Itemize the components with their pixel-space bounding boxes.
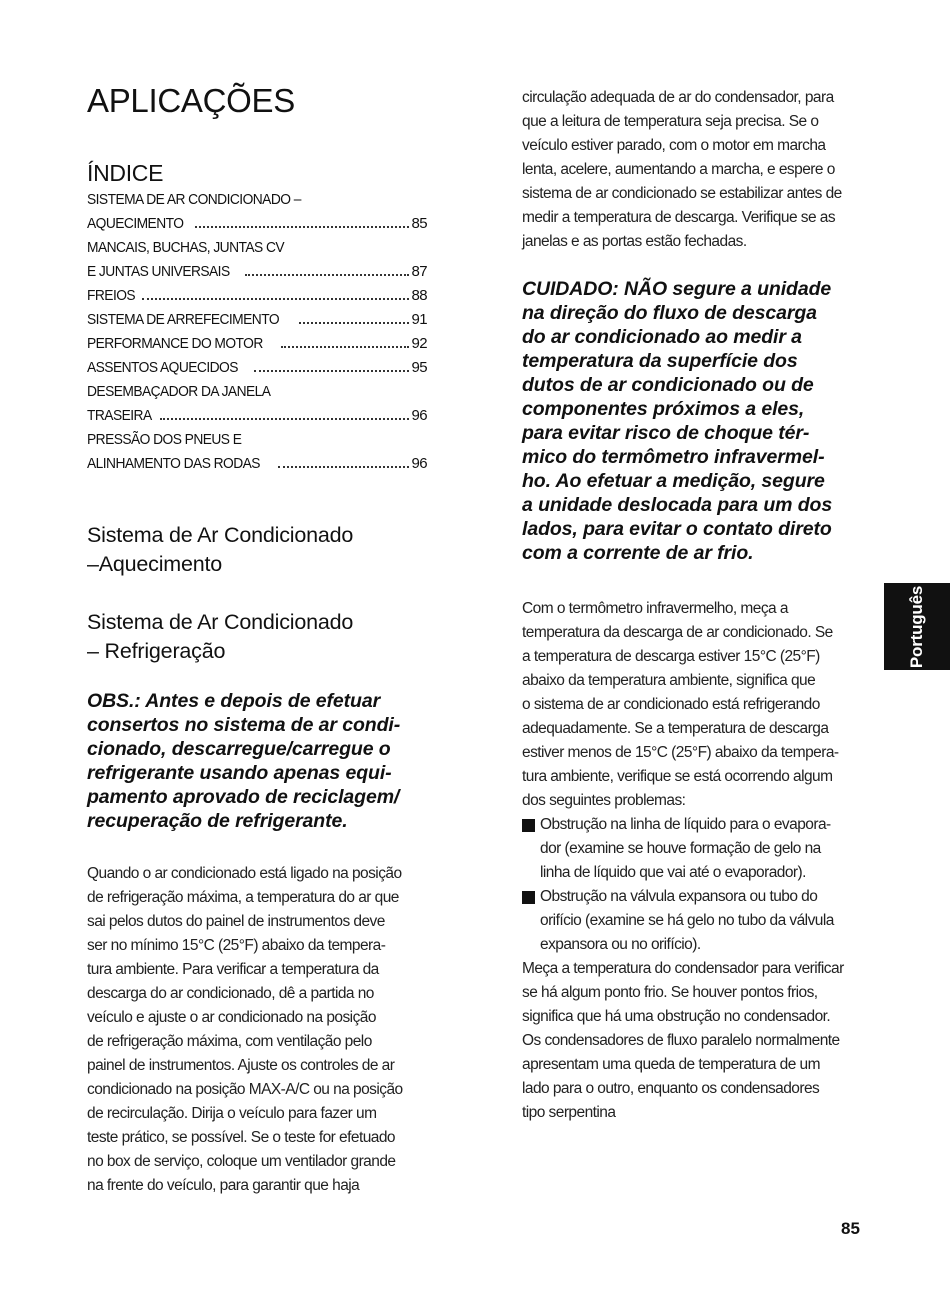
text-line: teste prático, se possível. Se o teste for efetuado [87, 1129, 395, 1146]
text-line: dos seguintes problemas: [522, 792, 686, 809]
text-line: que a leitura de temperatura seja precisa. Se o [522, 113, 819, 130]
text-line: circulação adequada de ar do condensador, para [522, 89, 834, 106]
text-line: significa que há uma obstrução no condensador. [522, 1008, 831, 1025]
text-line: medir a temperatura de descarga. Verifique se as [522, 209, 836, 226]
text-line: sistema de ar condicionado se estabilizar antes de [522, 185, 842, 202]
text-line: com a corrente de ar frio. [522, 542, 754, 564]
toc-entry-text: SISTEMA DE ARREFECIMENTO [87, 311, 280, 328]
toc-entry [87, 188, 427, 212]
toc-entry [87, 236, 427, 260]
list-item [522, 813, 867, 885]
toc-leader-dots [195, 226, 409, 228]
text-line: lado para o outro, enquanto os condensadores [522, 1080, 820, 1097]
text-line: descarga do ar condicionado, dê a partida no [87, 985, 374, 1002]
problem-list [522, 813, 867, 957]
text-line: de recirculação. Dirija o veículo para fazer um [87, 1105, 377, 1122]
toc-leader-dots [278, 466, 409, 468]
text-line: no box de serviço, coloque um ventilador grande [87, 1153, 396, 1170]
text-line: consertos no sistema de ar condi- [87, 714, 401, 736]
toc-leader-dots [254, 370, 409, 372]
toc-entry-page: 95 [411, 359, 427, 376]
toc-entry [87, 356, 427, 380]
text-line: apresentam uma queda de temperatura de um [522, 1056, 820, 1073]
text-line: o sistema de ar condicionado está refrigerando [522, 696, 820, 713]
text-line: tura ambiente. Para verificar a temperatura da [87, 961, 379, 978]
text-line: OBS.: Antes e depois de efetuar [87, 690, 381, 712]
text-line: abaixo da temperatura ambiente, significa que [522, 672, 816, 689]
text-line: temperatura da superfície dos [522, 350, 798, 372]
toc-entry [87, 332, 427, 356]
square-bullet-icon [522, 819, 535, 832]
toc-leader-dots [281, 346, 408, 348]
page-number: 85 [841, 1219, 860, 1238]
toc-entry-page: 88 [411, 287, 427, 304]
toc-entry [87, 428, 427, 452]
caution-paragraph [522, 277, 867, 565]
text-line: lados, para evitar o contato direto [522, 518, 832, 540]
toc-leader-dots [299, 322, 409, 324]
toc-entry-text: DESEMBAÇADOR DA JANELA [87, 383, 271, 400]
toc-entry [87, 284, 427, 308]
toc-leader-dots [160, 418, 408, 420]
index-title: ÍNDICE [87, 160, 164, 186]
toc-entry-page: 91 [411, 311, 427, 328]
right-column [522, 86, 867, 1125]
toc-entry-text: ALINHAMENTO DAS RODAS [87, 455, 260, 472]
text-line: veículo estiver parado, com o motor em marcha [522, 137, 826, 154]
text-line: temperatura da descarga de ar condicionado. Se [522, 624, 833, 641]
text-line: dutos de ar condicionado ou de [522, 374, 814, 396]
text-line: painel de instrumentos. Ajuste os controles de ar [87, 1057, 395, 1074]
text-line: condicionado na posição MAX-A/C ou na posição [87, 1081, 403, 1098]
toc-entry-text: MANCAIS, BUCHAS, JUNTAS CV [87, 239, 285, 256]
text-line: tura ambiente, verifique se está ocorrendo algum [522, 768, 833, 785]
text-line: a temperatura de descarga estiver 15°C (25°F) [522, 648, 820, 665]
table-of-contents [87, 188, 427, 476]
text-line: na frente do veículo, para garantir que haja [87, 1177, 360, 1194]
toc-entry-text: TRASEIRA [87, 407, 152, 424]
toc-leader-dots [245, 274, 408, 276]
body-paragraph-left [87, 862, 427, 1198]
text-line: estiver menos de 15°C (25°F) abaixo da tempera- [522, 744, 839, 761]
text-line: expansora ou no orifício). [540, 936, 701, 953]
toc-entry-page: 87 [411, 263, 427, 280]
language-tab: Português [884, 583, 950, 670]
text-line: dor (examine se houve formação de gelo na [540, 840, 821, 857]
list-item [522, 885, 867, 957]
text-line: adequadamente. Se a temperatura de descarga [522, 720, 829, 737]
text-line: de refrigeração máxima, com ventilação pelo [87, 1033, 372, 1050]
text-line: veículo e ajuste o ar condicionado na posição [87, 1009, 376, 1026]
text-line: tipo serpentina [522, 1104, 616, 1121]
left-column [87, 82, 427, 1198]
text-line: janelas e as portas estão fechadas. [522, 233, 747, 250]
toc-entry-page: 92 [411, 335, 427, 352]
text-line: Os condensadores de fluxo paralelo normalmente [522, 1032, 840, 1049]
text-line: componentes próximos a eles, [522, 398, 805, 420]
text-line: CUIDADO: NÃO segure a unidade [522, 278, 832, 300]
square-bullet-icon [522, 891, 535, 904]
toc-entry-page: 85 [411, 215, 427, 232]
text-line: Obstrução na linha de líquido para o evapora- [540, 816, 831, 833]
toc-entry-text: FREIOS [87, 287, 136, 304]
toc-entry [87, 404, 427, 428]
toc-entry-page: 96 [411, 407, 427, 424]
section-heading-heating: Sistema de Ar Condicionado –Aquecimento [87, 523, 354, 576]
toc-entry-text: ASSENTOS AQUECIDOS [87, 359, 238, 376]
toc-entry-text: AQUECIMENTO [87, 215, 184, 232]
text-line: Obstrução na válvula expansora ou tubo do [540, 888, 818, 905]
body-paragraph-right-3 [522, 957, 867, 1125]
text-line: de refrigeração máxima, a temperatura do ar que [87, 889, 399, 906]
toc-entry [87, 380, 427, 404]
toc-entry-text: E JUNTAS UNIVERSAIS [87, 263, 230, 280]
body-paragraph-right-1 [522, 86, 867, 254]
toc-entry-page: 96 [411, 455, 427, 472]
body-paragraph-right-2 [522, 597, 867, 813]
toc-entry [87, 260, 427, 284]
text-line: na direção do fluxo de descarga [522, 302, 817, 324]
text-line: ho. Ao efetuar a medição, segure [522, 470, 825, 492]
text-line: para evitar risco de choque tér- [522, 422, 810, 444]
page-title: APLICAÇÕES [87, 82, 295, 119]
text-line: Meça a temperatura do condensador para verificar [522, 960, 844, 977]
toc-entry [87, 212, 427, 236]
text-line: se há algum ponto frio. Se houver pontos frios, [522, 984, 818, 1001]
text-line: mico do termômetro infravermel- [522, 446, 825, 468]
text-line: ser no mínimo 15°C (25°F) abaixo da tempera- [87, 937, 386, 954]
text-line: Quando o ar condicionado está ligado na posição [87, 865, 402, 882]
text-line: a unidade deslocada para um dos [522, 494, 833, 516]
toc-entry-text: SISTEMA DE AR CONDICIONADO – [87, 191, 301, 208]
toc-entry [87, 452, 427, 476]
text-line: recuperação de refrigerante. [87, 810, 348, 832]
toc-entry [87, 308, 427, 332]
text-line: pamento aprovado de reciclagem/ [87, 786, 400, 808]
toc-entry-text: PRESSÃO DOS PNEUS E [87, 431, 242, 448]
text-line: sai pelos dutos do painel de instrumentos deve [87, 913, 385, 930]
text-line: refrigerante usando apenas equi- [87, 762, 392, 784]
text-line: cionado, descarregue/carregue o [87, 738, 391, 760]
text-line: orifício (examine se há gelo no tubo da válvula [540, 912, 834, 929]
note-paragraph [87, 689, 427, 833]
text-line: linha de líquido que vai até o evaporador). [540, 864, 806, 881]
toc-entry-text: PERFORMANCE DO MOTOR [87, 335, 263, 352]
toc-leader-dots [142, 298, 408, 300]
section-heading-cooling: Sistema de Ar Condicionado – Refrigeração [87, 610, 354, 663]
text-line: Com o termômetro infravermelho, meça a [522, 600, 788, 617]
text-line: do ar condicionado ao medir a [522, 326, 802, 348]
text-line: lenta, acelere, aumentando a marcha, e espere o [522, 161, 835, 178]
